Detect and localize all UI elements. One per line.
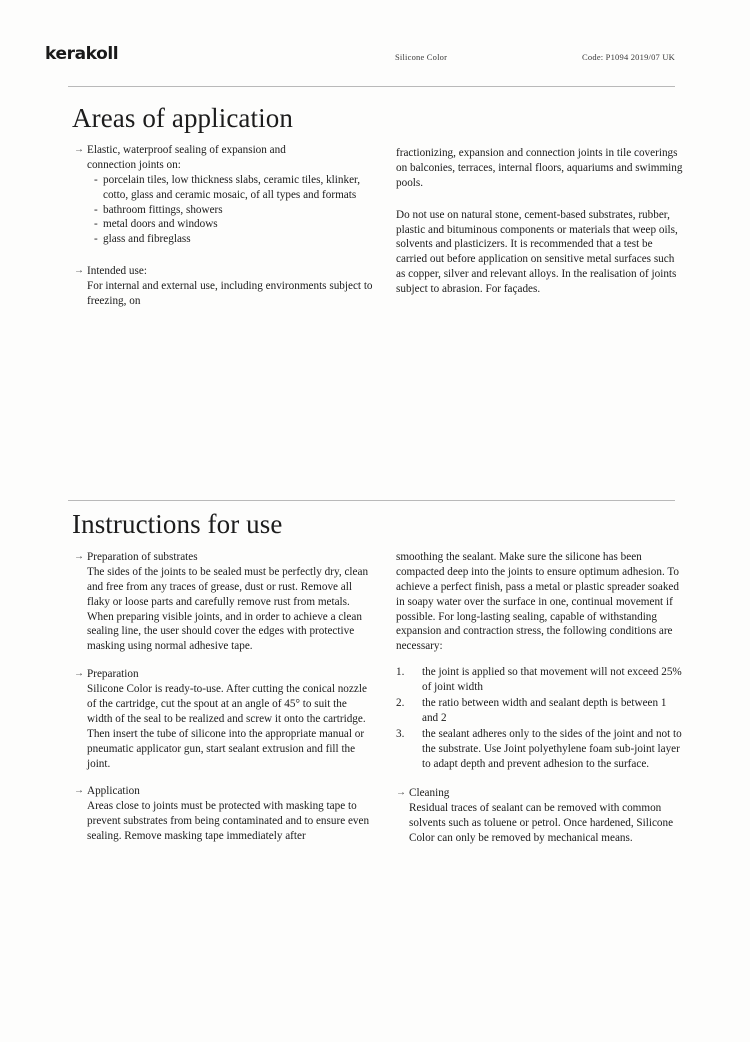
list-item-number: 2.: [396, 697, 405, 710]
list-item-text: the sealant adheres only to the sides of the joint and not to the substrate. Use Joint polyethylene foam sub-joint layer to adapt depth and prevent adhesion to the surface.: [422, 727, 682, 770]
areas-item-elastic: [74, 143, 374, 247]
instr-cleaning-heading: Cleaning: [409, 787, 450, 800]
areas-substrate-list: [87, 173, 374, 247]
header-divider: [68, 86, 675, 87]
instr-prep-substrates-heading: Preparation of substrates: [87, 551, 198, 563]
list-item: - glass and fibreglass: [94, 232, 374, 247]
section-divider: [68, 500, 675, 501]
instructions-left-column: [74, 550, 374, 844]
areas-right-paragraph-1: fractionizing, expansion and connection joints in tile coverings on balconies, terraces, internal floors, aquariums and swimming pools.: [396, 147, 683, 189]
areas-item-intended-use: [74, 264, 374, 309]
arrow-icon: →: [74, 265, 84, 277]
arrow-icon: →: [74, 668, 84, 680]
instr-conditions-list: [396, 665, 684, 771]
areas-right-column: [396, 146, 684, 297]
instr-preparation-body: Silicone Color is ready-to-use. After cutting the conical nozzle of the cartridge, cut the spout at an angle of 45° to suit the width of the seal to be realized and screw it onto the cartridge. Then insert the tube of silicone into the appropriate manual or pneumatic applicator gun, start sealant extrusion and fill the joint.: [87, 683, 367, 770]
areas-item-elastic-line1: Elastic, waterproof sealing of expansion and: [87, 144, 286, 156]
instr-item-preparation: [74, 667, 374, 771]
instr-application-body: Areas close to joints must be protected with masking tape to prevent substrates from being contaminated and to ensure even sealing. Remove masking tape immediately after: [87, 800, 370, 843]
list-item: - porcelain tiles, low thickness slabs, ceramic tiles, klinker, cotto, glass and ceramic mosaic, of all types and formats: [94, 173, 374, 203]
instr-item-application: [74, 784, 374, 844]
instr-item-preparation-substrates: [74, 550, 374, 654]
areas-intended-use-body: For internal and external use, including environments subject to freezing, on: [87, 280, 373, 308]
list-item: [396, 727, 684, 772]
instr-preparation-heading: Preparation: [87, 668, 139, 681]
instr-application-heading: Application: [87, 785, 140, 798]
instr-item-cleaning: [396, 786, 684, 846]
instructions-right-column: [396, 550, 684, 846]
brand-logo: kerakoll: [45, 44, 119, 64]
arrow-icon: →: [396, 787, 406, 799]
instr-right-paragraph-1: smoothing the sealant. Make sure the silicone has been compacted deep into the joints to ensure optimum adhesion. To achieve a perfect finish, pass a metal or plastic spreader soaked in soapy water over the surface in one, continual movement if possible. For long-lasting sealing, capable of withstanding expansion and contraction stress, the following conditions are necessary:: [396, 551, 679, 653]
areas-left-column: [74, 143, 374, 309]
list-item-text: the joint is applied so that movement will not exceed 25% of joint width: [422, 666, 682, 694]
arrow-icon: →: [74, 551, 84, 562]
list-item-text: the ratio between width and sealant depth is between 1 and 2: [422, 697, 667, 724]
list-item-number: 1.: [396, 666, 405, 679]
areas-right-paragraph-2: Do not use on natural stone, cement-based substrates, rubber, plastic and bituminous components or materials that weep oils, solvents and plasticizers. It is recommended that a test be carried out before application on sensitive metal surfaces such as copper, silver and relevant alloys. In the realisation of joints subject to abrasion. For façades.: [396, 208, 678, 296]
list-item: - bathroom fittings, showers: [94, 203, 374, 218]
document-code: Code: P1094 2019/07 UK: [582, 52, 675, 62]
section-title-areas: Areas of application: [72, 103, 293, 133]
list-item: - metal doors and windows: [94, 217, 374, 232]
areas-intended-use-heading: Intended use:: [87, 265, 147, 278]
areas-item-elastic-line2: connection joints on:: [87, 158, 181, 171]
list-item: [396, 696, 684, 726]
instr-cleaning-body: Residual traces of sealant can be removed with common solvents such as toluene or petrol. Once hardened, Silicone Color can only be removed by mechanical means.: [409, 802, 674, 845]
product-name: Silicone Color: [395, 52, 448, 62]
arrow-icon: →: [74, 785, 84, 797]
list-item-number: 3.: [396, 727, 405, 740]
arrow-icon: →: [74, 144, 84, 155]
list-item: [396, 665, 684, 695]
page-header: [45, 42, 705, 76]
instr-prep-substrates-body: The sides of the joints to be sealed must be perfectly dry, clean and free from any traces of grease, dust or rust. Remove all flaky or loose parts and carefully remove rust from metals. When preparing visible joints, and in order to achieve a clean sealing line, the user should cover the edges with protective masking using normal adhesive tape.: [87, 565, 369, 653]
section-title-instructions: Instructions for use: [72, 509, 283, 539]
